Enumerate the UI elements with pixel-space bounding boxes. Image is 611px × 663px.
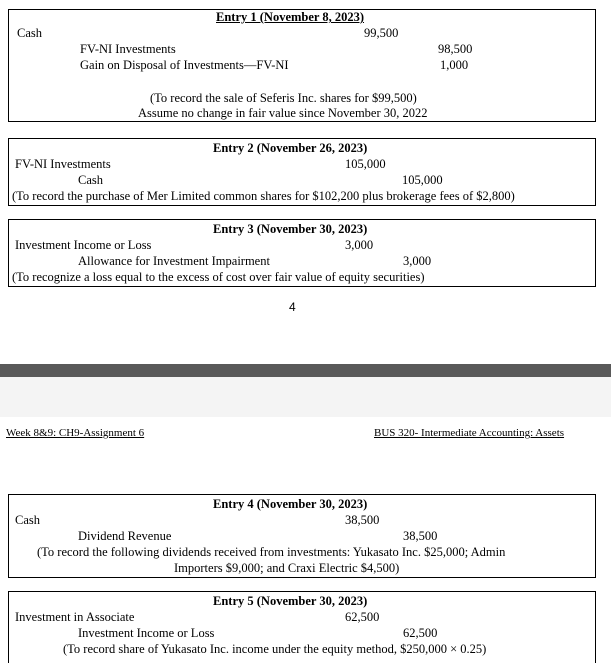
- entry-4-line-1-debit: 38,500: [345, 513, 380, 527]
- entry-3-line-2-account: Allowance for Investment Impairment: [78, 254, 270, 268]
- entry-1-title: Entry 1 (November 8, 2023): [216, 10, 365, 24]
- entry-1-line-3-credit: 1,000: [440, 58, 469, 72]
- header-right: BUS 320- Intermediate Accounting: Assets: [374, 427, 565, 439]
- entry-5-line-1-account: Investment in Associate: [15, 610, 135, 624]
- entry-1-line-1-account: Cash: [17, 26, 42, 40]
- entry-3-note: (To recognize a loss equal to the excess of cost over fair value of equity securities): [12, 270, 425, 284]
- entry-2-line-2-credit: 105,000: [402, 173, 443, 187]
- entry-1-line-2-credit: 98,500: [438, 42, 473, 56]
- entry-2-note: (To record the purchase of Mer Limited common shares for $102,200 plus brokerage fees of $2,800): [12, 189, 515, 203]
- header-left: Week 8&9: CH9-Assignment 6: [6, 427, 145, 439]
- entry-1-note-1: (To record the sale of Seferis Inc. shares for $99,500): [150, 91, 417, 105]
- entry-1-note-2: Assume no change in fair value since November 30, 2022: [138, 106, 428, 120]
- entry-5-line-2-account: Investment Income or Loss: [78, 626, 215, 640]
- entry-3-line-1-account: Investment Income or Loss: [15, 238, 152, 252]
- page-separator-shadow: [0, 377, 611, 417]
- page-separator: [0, 364, 611, 377]
- entry-4-note-1: (To record the following dividends received from investments: Yukasato Inc. $25,000; Admin: [37, 545, 506, 559]
- entry-5-line-2-credit: 62,500: [403, 626, 438, 640]
- entry-3-line-2-credit: 3,000: [403, 254, 432, 268]
- entry-5-note: (To record share of Yukasato Inc. income under the equity method, $250,000 × 0.25): [63, 642, 487, 656]
- entry-2-line-1-account: FV-NI Investments: [15, 157, 111, 171]
- entry-5-line-1-debit: 62,500: [345, 610, 380, 624]
- entry-4-title: Entry 4 (November 30, 2023): [213, 497, 368, 511]
- page-number: 4: [289, 300, 296, 314]
- entry-1-line-3-account: Gain on Disposal of Investments—FV-NI: [80, 58, 289, 72]
- entry-4-line-2-credit: 38,500: [403, 529, 438, 543]
- entry-2-line-1-debit: 105,000: [345, 157, 386, 171]
- entry-5-title: Entry 5 (November 30, 2023): [213, 594, 368, 608]
- entry-1-line-2-account: FV-NI Investments: [80, 42, 176, 56]
- entry-4-note-2: Importers $9,000; and Craxi Electric $4,500): [174, 561, 400, 575]
- entry-4-line-2-account: Dividend Revenue: [78, 529, 172, 543]
- entry-2-title: Entry 2 (November 26, 2023): [213, 141, 368, 155]
- entry-1-line-1-debit: 99,500: [364, 26, 399, 40]
- entry-3-title: Entry 3 (November 30, 2023): [213, 222, 368, 236]
- entry-4-line-1-account: Cash: [15, 513, 40, 527]
- entry-3-line-1-debit: 3,000: [345, 238, 374, 252]
- entry-2-line-2-account: Cash: [78, 173, 103, 187]
